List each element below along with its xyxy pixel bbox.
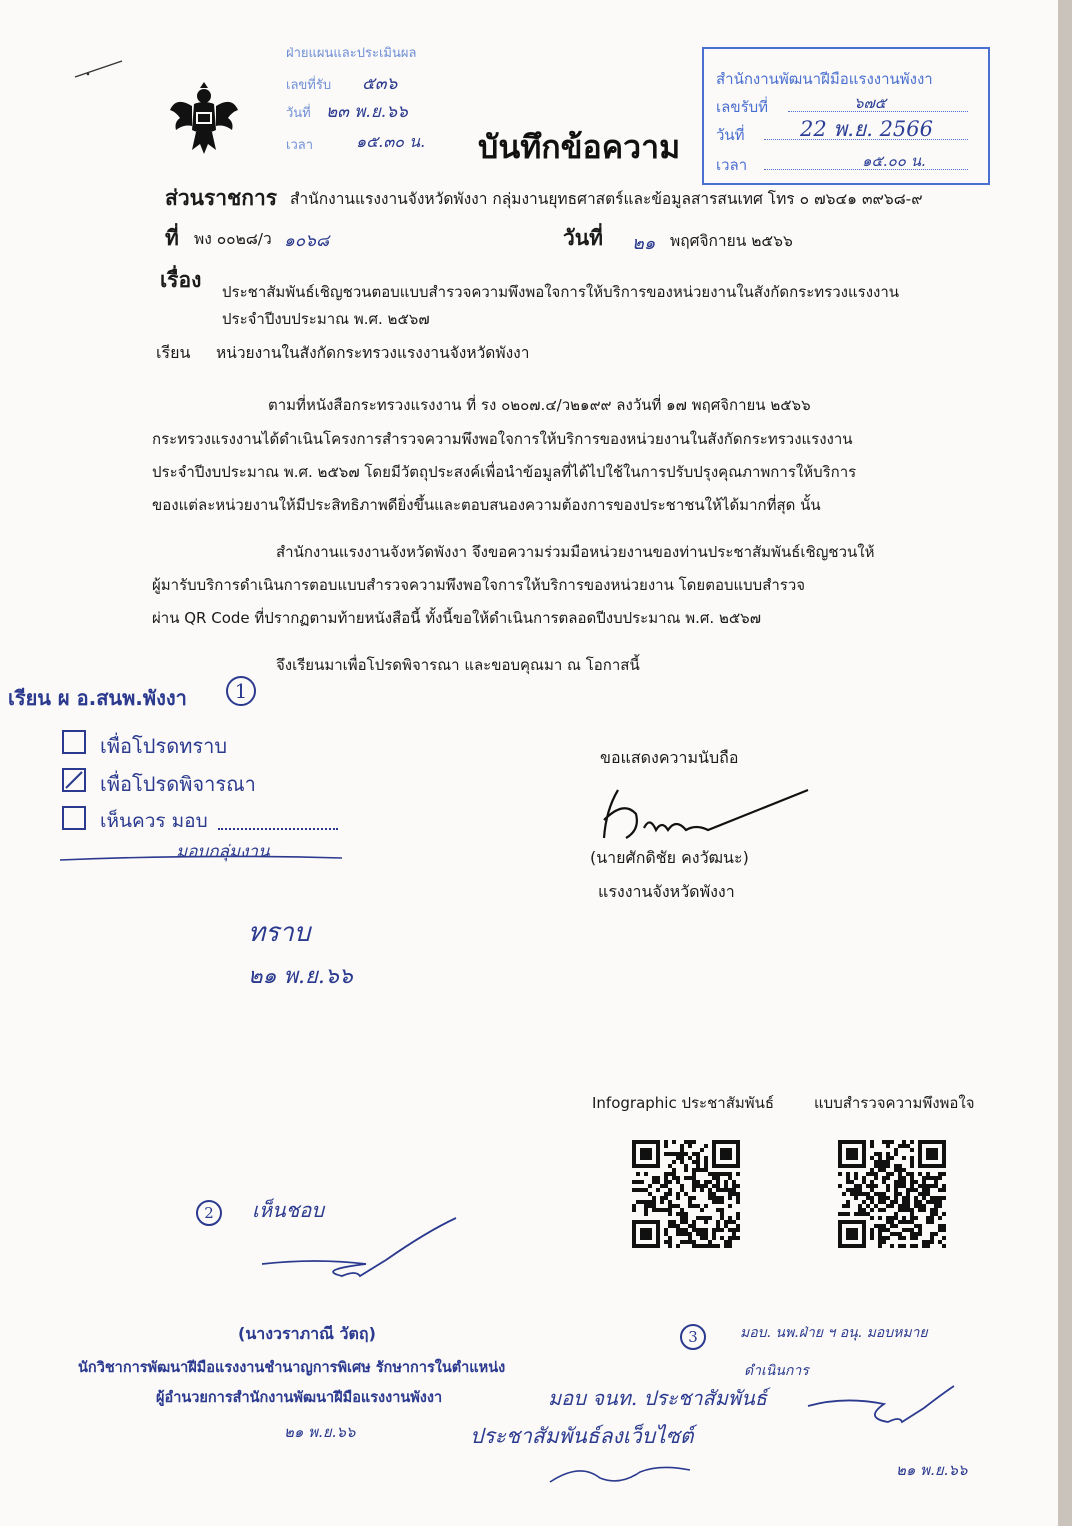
routing-assign-note: มอบกลุ่มงาน xyxy=(176,842,270,862)
footer-note-3-line-2: ดำเนินการ xyxy=(744,1363,809,1379)
signature-name: (นายศักดิชัย คงวัฒนะ) xyxy=(590,848,749,867)
qr-label-infographic: Infographic ประชาสัมพันธ์ xyxy=(592,1094,775,1112)
checkbox-consider[interactable] xyxy=(62,768,86,792)
subject-label: เรื่อง xyxy=(160,268,202,292)
footer-signer-name: (นางวราภาณี วัตฤ) xyxy=(238,1324,376,1343)
footer-signature-3 xyxy=(804,1378,964,1434)
checkbox-assign-label: เห็นควร มอบ xyxy=(100,810,208,832)
recv-date-label: วันที่ xyxy=(286,106,311,121)
routing-initials-2: ๒๑ พ.ย.๖๖ xyxy=(248,964,353,989)
footer-step-3: 3 xyxy=(680,1324,706,1350)
recv-no-value: ๕๓๖ xyxy=(362,74,398,94)
footer-assign-line-1: มอบ จนท. ประชาสัมพันธ์ xyxy=(548,1386,767,1410)
recv-date-value: ๒๓ พ.ย.๖๖ xyxy=(326,102,408,122)
stamp-date-value: 22 พ.ย. 2566 xyxy=(800,117,934,141)
footer-note-2: เห็นชอบ xyxy=(252,1198,324,1222)
body-p3: จึงเรียนมาเพื่อโปรดพิจารณา และขอบคุณมา ณ โอกาสนี้ xyxy=(276,656,640,674)
page-title: บันทึกข้อความ xyxy=(478,128,681,166)
body-p2-line3: ผ่าน QR Code ที่ปรากฏตามท้ายหนังสือนี้ ทั้งนี้ขอให้ดำเนินการตลอดปีงบประมาณ พ.ศ. ๒๕๖๗ xyxy=(152,609,761,627)
footer-step-2: 2 xyxy=(196,1200,222,1226)
received-stamp-box xyxy=(702,47,990,185)
routing-to: เรียน ผ อ.สนพ.พังงา xyxy=(8,686,187,710)
checkbox-assign[interactable] xyxy=(62,806,86,830)
recv-dept: ฝ่ายแผนและประเมินผล xyxy=(286,46,417,61)
date-label: วันที่ xyxy=(563,226,603,250)
body-p1-line2: กระทรวงแรงงานได้ดำเนินโครงการสำรวจความพึงพอใจการให้บริการของหน่วยงานในสังกัดกระทรวงแรงงาน xyxy=(152,430,853,448)
ref-hand-number: ๑๐๖๘ xyxy=(284,231,330,251)
footer-date-3: ๒๑ พ.ย.๖๖ xyxy=(896,1461,968,1479)
checkbox-acknowledge-label: เพื่อโปรดทราบ xyxy=(100,734,228,758)
routing-initials-1: ทราบ xyxy=(248,918,311,948)
body-p2-line2: ผู้มารับบริการดำเนินการตอบแบบสำรวจความพึงพอใจการให้บริการของหน่วยงาน โดยตอบแบบสำรวจ xyxy=(152,576,806,594)
stamp-date-label: วันที่ xyxy=(716,126,745,144)
garuda-emblem-icon xyxy=(166,82,242,158)
stamp-no-label: เลขรับที่ xyxy=(716,98,769,116)
routing-underline xyxy=(56,850,346,864)
subject-line-2: ประจำปีงบประมาณ พ.ศ. ๒๕๖๗ xyxy=(222,310,430,328)
body-p1-line4: ของแต่ละหน่วยงานให้มีประสิทธิภาพดียิ่งขึ้นและตอบสนองความต้องการของประชาชนให้ได้มากที่สุด นั้น xyxy=(152,496,821,514)
body-p2-line1: สำนักงานแรงงานจังหวัดพังงา จึงขอความร่วมมือหน่วยงานของท่านประชาสัมพันธ์เชิญชวนให้ xyxy=(276,543,875,561)
body-p1-line3: ประจำปีงบประมาณ พ.ศ. ๒๕๖๗ โดยมีวัตถุประสงค์เพื่อนำข้อมูลที่ได้ไปใช้ในการปรับปรุงคุณภาพการให้บริการ xyxy=(152,463,857,481)
signature-scribble xyxy=(596,780,816,850)
ref-label: ที่ xyxy=(165,226,179,250)
signature-position: แรงงานจังหวัดพังงา xyxy=(598,882,735,901)
dept-label: ส่วนราชการ xyxy=(165,186,278,210)
recv-time-value: ๑๕.๓๐ น. xyxy=(356,132,426,151)
signature-closing: ขอแสดงความนับถือ xyxy=(600,748,739,767)
date-value: พฤศจิกายน ๒๕๖๖ xyxy=(670,232,793,250)
footer-assign-line-2: ประชาสัมพันธ์ลงเว็บไซต์ xyxy=(470,1424,694,1448)
checkbox-consider-label: เพื่อโปรดพิจารณา xyxy=(100,772,256,796)
qr-code-infographic-icon[interactable] xyxy=(632,1140,740,1248)
to-value: หน่วยงานในสังกัดกระทรวงแรงงานจังหวัดพังงา xyxy=(216,344,530,362)
ref-value: พง ๐๐๒๘/ว xyxy=(194,230,272,248)
checkbox-acknowledge[interactable] xyxy=(62,730,86,754)
routing-step-1: 1 xyxy=(226,676,256,706)
recv-time-label: เวลา xyxy=(286,138,314,153)
footer-note-3-line-1: มอบ. นพ.ฝ่าย ฯ อนุ. มอบหมาย xyxy=(740,1325,928,1341)
footer-signature-2 xyxy=(256,1212,466,1282)
footer-signer-date: ๒๑ พ.ย.๖๖ xyxy=(284,1423,356,1441)
footer-signer-position-2: ผู้อำนวยการสำนักงานพัฒนาฝีมือแรงงานพังงา xyxy=(156,1390,443,1406)
to-label: เรียน xyxy=(156,343,191,362)
qr-label-survey: แบบสำรวจความพึงพอใจ xyxy=(814,1094,975,1112)
dept-value: สำนักงานแรงงานจังหวัดพังงา กลุ่มงานยุทธศาสตร์และข้อมูลสารสนเทศ โทร ๐ ๗๖๔๑ ๓๙๖๘-๙ xyxy=(290,190,923,208)
recv-no-label: เลขที่รับ xyxy=(286,78,332,93)
footer-assign-signature xyxy=(540,1452,700,1492)
qr-code-survey-icon[interactable] xyxy=(838,1140,946,1248)
stamp-office: สำนักงานพัฒนาฝีมือแรงงานพังงา xyxy=(716,70,933,88)
footer-signer-position-1: นักวิชาการพัฒนาฝีมือแรงงานชำนาญการพิเศษ รักษาการในตำแหน่ง xyxy=(78,1360,506,1376)
pen-mark xyxy=(70,55,130,85)
stamp-time-label: เวลา xyxy=(716,156,748,174)
body-p1-line1: ตามที่หนังสือกระทรวงแรงงาน ที่ รง ๐๒๐๗.๔/ว๒๑๙๙ ลงวันที่ ๑๗ พฤศจิกายน ๒๕๖๖ xyxy=(268,396,811,414)
subject-line-1: ประชาสัมพันธ์เชิญชวนตอบแบบสำรวจความพึงพอใจการให้บริการของหน่วยงานในสังกัดกระทรวงแรงงาน xyxy=(222,283,900,301)
date-hand-day: ๒๑ xyxy=(632,233,656,254)
stamp-no-value: ๖๗๕ xyxy=(854,94,887,112)
stamp-time-value: ๑๕.๐๐ น. xyxy=(862,152,926,170)
